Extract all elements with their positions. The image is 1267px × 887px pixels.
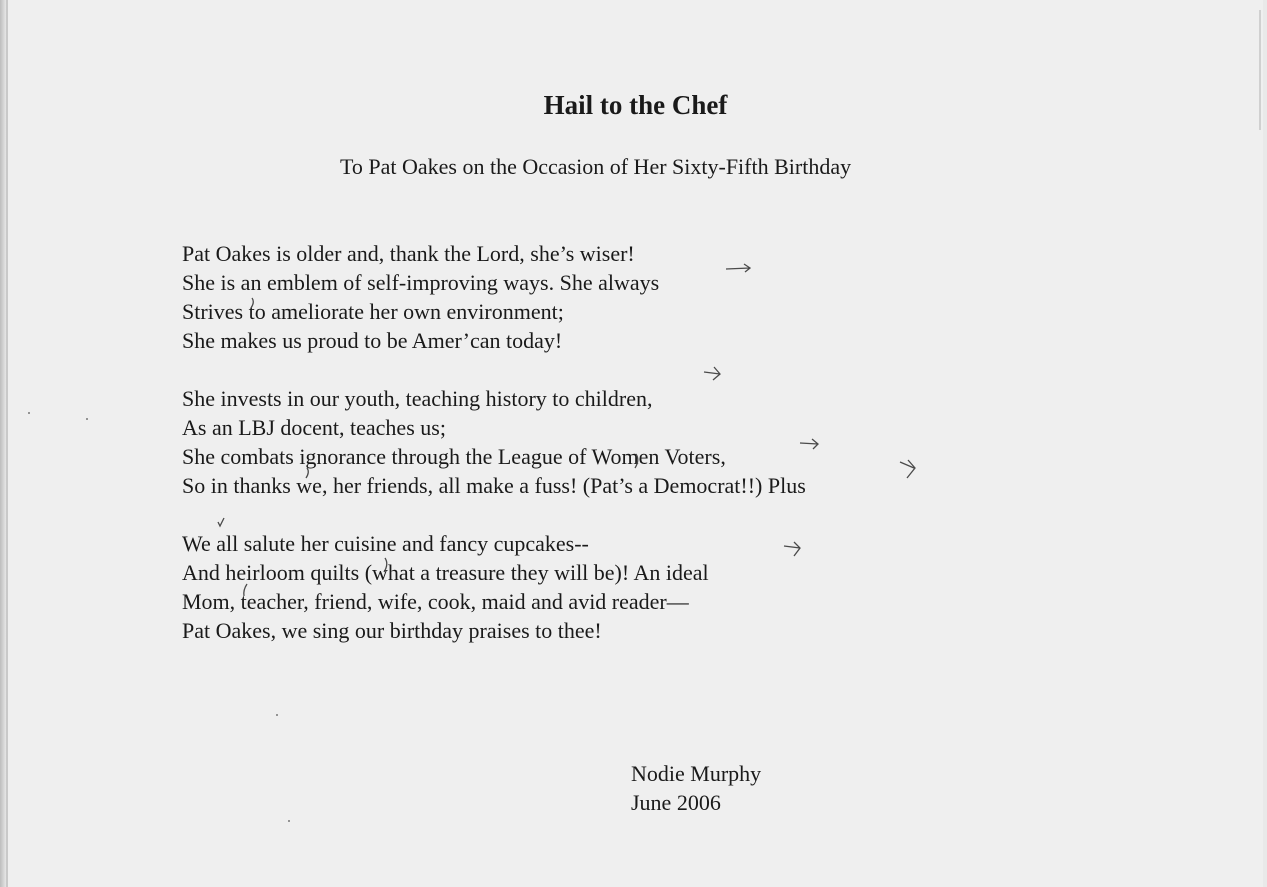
poem-line: Pat Oakes is older and, thank the Lord, she’s wiser!: [182, 241, 635, 266]
handwritten-comma-mark: [382, 556, 390, 576]
poem-line: And heirloom quilts (what a treasure they will be)! An ideal: [182, 560, 709, 585]
author-name: Nodie Murphy: [631, 761, 762, 786]
poem-title: Hail to the Chef: [543, 90, 728, 120]
poem-line: As an LBJ docent, teaches us;: [182, 415, 446, 440]
stanza-3: [182, 529, 806, 645]
handwritten-check-mark: [216, 516, 226, 528]
poem-line: We all salute her cuisine and fancy cupcakes--: [182, 531, 589, 556]
handwritten-arrow-mark: [782, 540, 806, 562]
scan-speck: [276, 714, 278, 716]
handwritten-comma-mark: [240, 582, 250, 602]
poem-dedication: To Pat Oakes on the Occasion of Her Sixty-Fifth Birthday: [340, 154, 852, 179]
stanza-1: [182, 239, 806, 355]
handwritten-comma-mark: [249, 296, 257, 310]
signature-block: [631, 759, 761, 817]
poem-line: Mom, teacher, friend, wife, cook, maid and avid reader—: [182, 589, 689, 614]
handwritten-arrow-mark: [898, 456, 922, 484]
poem-line: She makes us proud to be Amer’can today!: [182, 328, 563, 353]
signature-date: June 2006: [631, 790, 721, 815]
scan-speck: [86, 418, 88, 420]
handwritten-arrow-mark: [724, 260, 754, 276]
handwritten-arrow-mark: [798, 436, 822, 452]
poem-line: She invests in our youth, teaching history to children,: [182, 386, 653, 411]
poem-body: [182, 239, 806, 674]
handwritten-comma-mark: [304, 466, 312, 480]
poem-line: She combats ignorance through the League of Women Voters,: [182, 444, 726, 469]
poem-line: Pat Oakes, we sing our birthday praises to thee!: [182, 618, 602, 643]
handwritten-comma-mark: [633, 452, 641, 472]
poem-line: So in thanks we, her friends, all make a fuss! (Pat’s a Democrat!!) Plus: [182, 473, 806, 498]
poem-line: Strives to ameliorate her own environment;: [182, 299, 564, 324]
scan-speck: [288, 820, 290, 822]
stanza-2: [182, 384, 806, 500]
document-page: [6, 0, 1263, 887]
scan-speck: [28, 412, 30, 414]
poem-line: She is an emblem of self-improving ways. She always: [182, 270, 660, 295]
handwritten-arrow-mark: [702, 364, 726, 386]
